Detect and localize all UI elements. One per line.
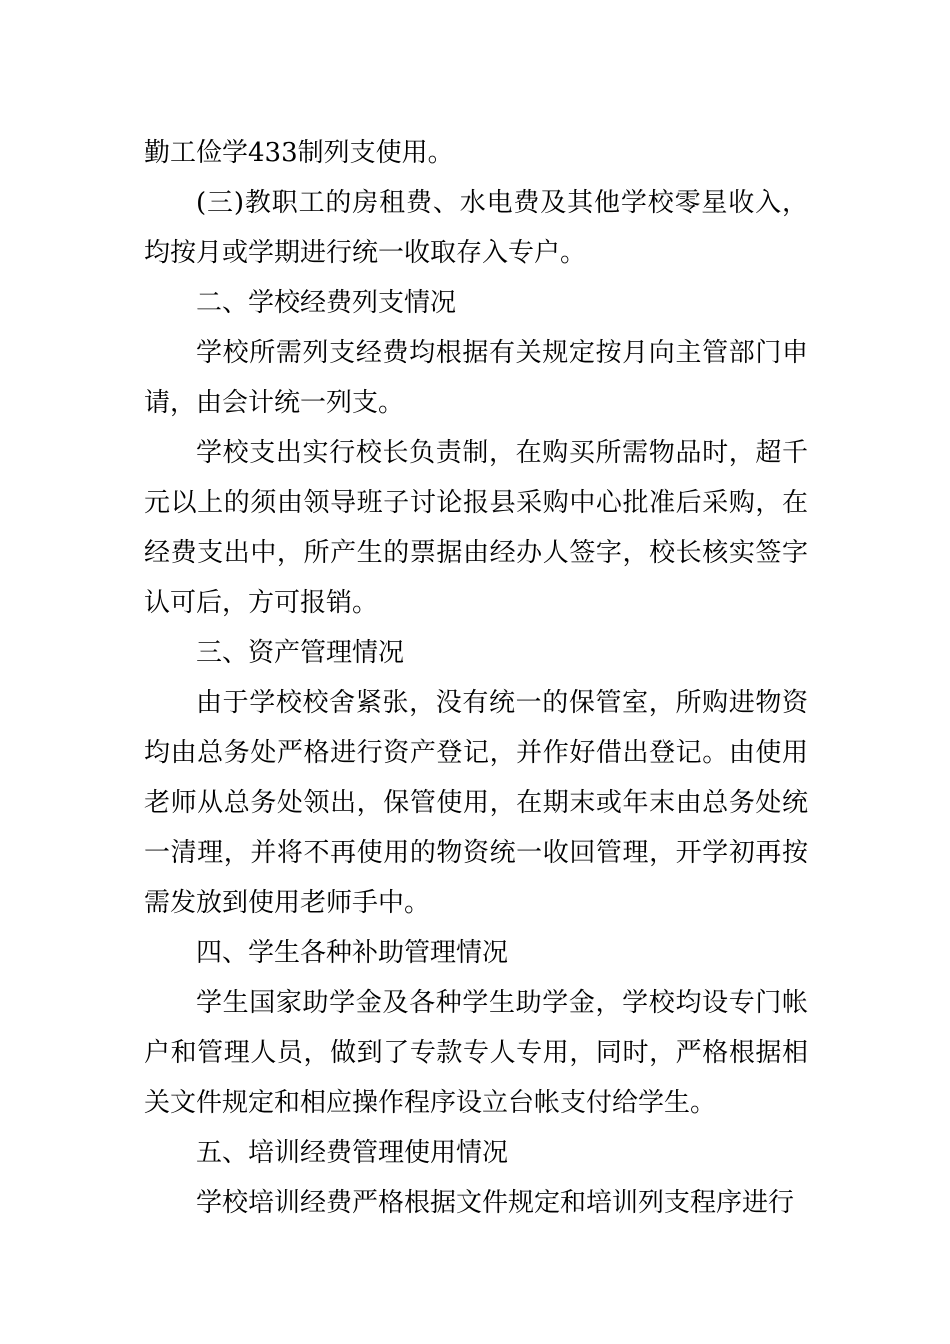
section-heading-expenditure: 二、学校经费列支情况	[196, 288, 457, 318]
paragraph-expenditure-approval: 学校支出实行校长负责制，在购买所需物品时，超千元以上的须由领导班子讨论报县采购中心批准后采购，在经费支出中，所产生的票据由经办人签字，校长核实签字认可后，方可报销。	[144, 438, 808, 618]
paragraph-continuation: 勤工俭学433制列支使用。	[144, 138, 454, 168]
section-heading-student-aid: 四、学生各种补助管理情况	[196, 938, 509, 968]
paragraph-income-item-3: (三)教职工的房租费、水电费及其他学校零星收入，均按月或学期进行统一收取存入专户。	[144, 188, 808, 268]
paragraph-training-funds: 学校培训经费严格根据文件规定和培训列支程序进行	[196, 1188, 795, 1218]
paragraph-student-aid: 学生国家助学金及各种学生助学金，学校均设专门帐户和管理人员，做到了专款专人专用，同时，严格根据相关文件规定和相应操作程序设立台帐支付给学生。	[144, 988, 808, 1118]
section-heading-assets: 三、资产管理情况	[196, 638, 405, 668]
paragraph-expenditure-application: 学校所需列支经费均根据有关规定按月向主管部门申请，由会计统一列支。	[144, 338, 808, 418]
paragraph-asset-management: 由于学校校舍紧张，没有统一的保管室，所购进物资均由总务处严格进行资产登记，并作好借出登记。由使用老师从总务处领出，保管使用，在期末或年末由总务处统一清理，并将不再使用的物资统一收回管理，开学初再按需发放到使用老师手中。	[144, 688, 808, 918]
section-heading-training-funds: 五、培训经费管理使用情况	[196, 1138, 509, 1168]
document-body	[144, 128, 808, 1228]
